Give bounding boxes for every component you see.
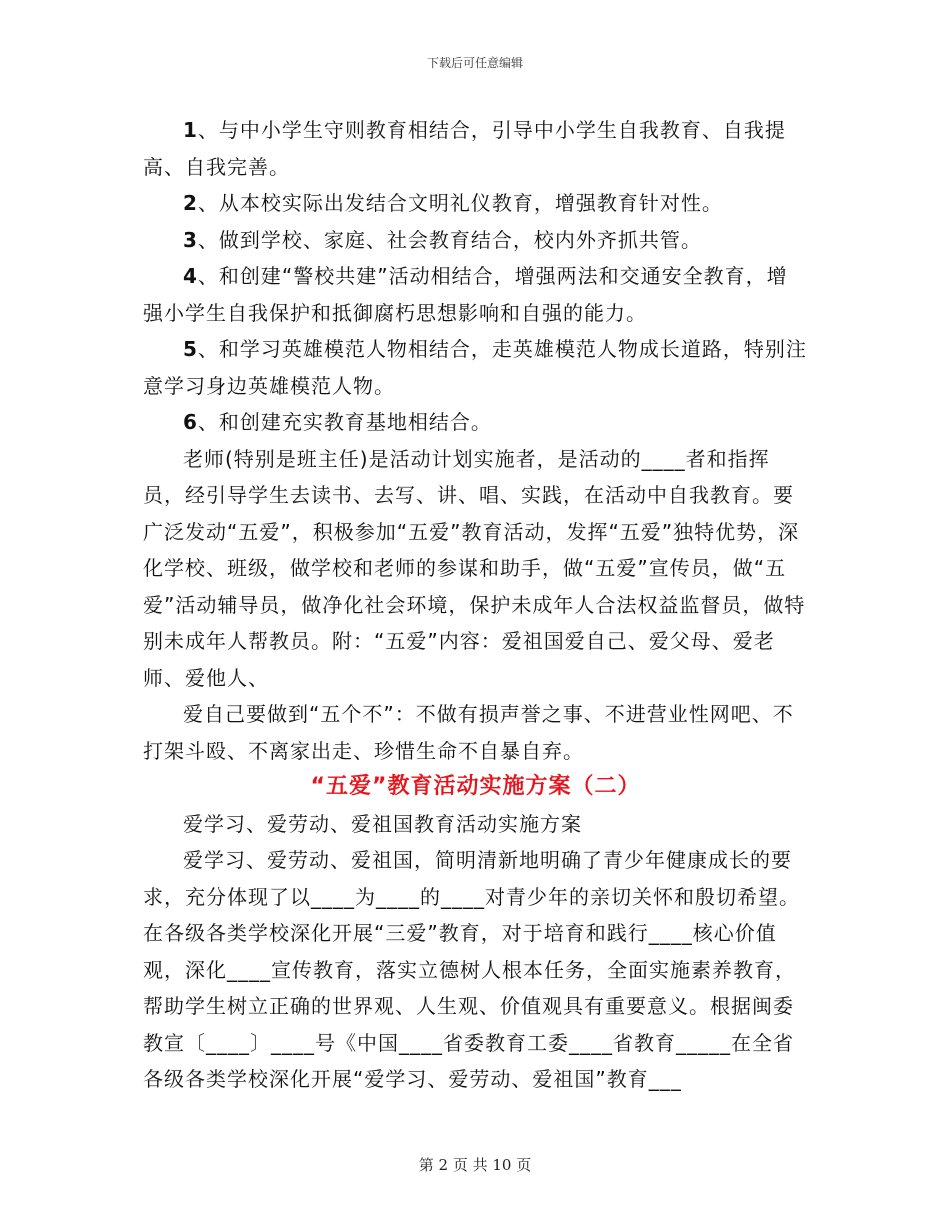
item-text: 、从本校实际出发结合文明礼仪教育，增强教育针对性。 <box>197 191 723 215</box>
section-subtitle: 爱学习、爱劳动、爱祖国教育活动实施方案 <box>183 811 582 836</box>
section-title: “五爱”教育活动实施方案（二） <box>310 774 641 799</box>
list-item <box>143 222 808 259</box>
item-text: 、做到学校、家庭、社会教育结合，校内外齐抓共管。 <box>197 227 702 252</box>
intro-paragraph: 爱学习、爱劳动、爱祖国，简明清新地明确了青少年健康成长的要求，充分体现了以____为____的____对青少年的亲切关怀和殷切希望。在各级各类学校深化开展“三爱”教育，对于培育和践行____核心价值观，深化____宣传教育，落实立德树人根本任务，全面实施素养教育，帮助学生树立正确的世界观、人生观、价值观具有重要意义。根据闽委教宣〔____〕____号《中国____省委教育工委____省教育_____在全省各级各类学校深化开展“爱学习、爱劳动、爱祖国”教育___ <box>143 848 800 1091</box>
item-text: 、与中小学生守则教育相结合，引导中小学生自我教育、自我提高、自我完善。 <box>143 118 786 179</box>
item-number: 4 <box>183 264 198 288</box>
list-item <box>143 185 808 222</box>
item-text: 、和创建充实教育基地相结合。 <box>197 410 492 434</box>
item-text: 、和创建“警校共建”活动相结合，增强两法和交通安全教育，增强小学生自我保护和抵御腐朽思想影响和自强的能力。 <box>143 264 788 325</box>
item-number: 2 <box>183 191 198 215</box>
self-love-paragraph: 爱自己要做到“五个不”：不做有损声誉之事、不进营业性网吧、不打架斗殴、不离家出走、珍惜生命不自暴自弃。 <box>143 702 794 763</box>
item-number: 5 <box>183 337 198 361</box>
list-item <box>143 404 808 441</box>
page-header: 下载后可任意编辑 <box>426 56 523 70</box>
list-item <box>143 258 808 331</box>
list-item <box>143 112 808 185</box>
list-item <box>143 331 808 404</box>
item-number: 1 <box>183 118 198 142</box>
page-footer: 第 2 页 共 10 页 <box>418 1156 532 1174</box>
document-body <box>143 112 808 1098</box>
item-text: 、和学习英雄模范人物相结合，走英雄模范人物成长道路，特别注意学习身边英雄模范人物。 <box>143 337 807 398</box>
teacher-paragraph: 老师(特别是班主任)是活动计划实施者，是活动的____者和指挥员，经引导学生去读书、去写、讲、唱、实践，在活动中自我教育。要广泛发动“五爱”，积极参加“五爱”教育活动，发挥“五爱”独特优势，深化学校、班级，做学校和老师的参谋和助手，做“五爱”宣传员，做“五爱”活动辅导员，做净化社会环境，保护未成年人合法权益监督员，做特别未成年人帮教员。附：“五爱”内容：爱祖国爱自己、爱父母、爱老师、爱他人、 <box>143 446 806 690</box>
item-number: 6 <box>183 410 198 434</box>
item-number: 3 <box>183 227 198 252</box>
